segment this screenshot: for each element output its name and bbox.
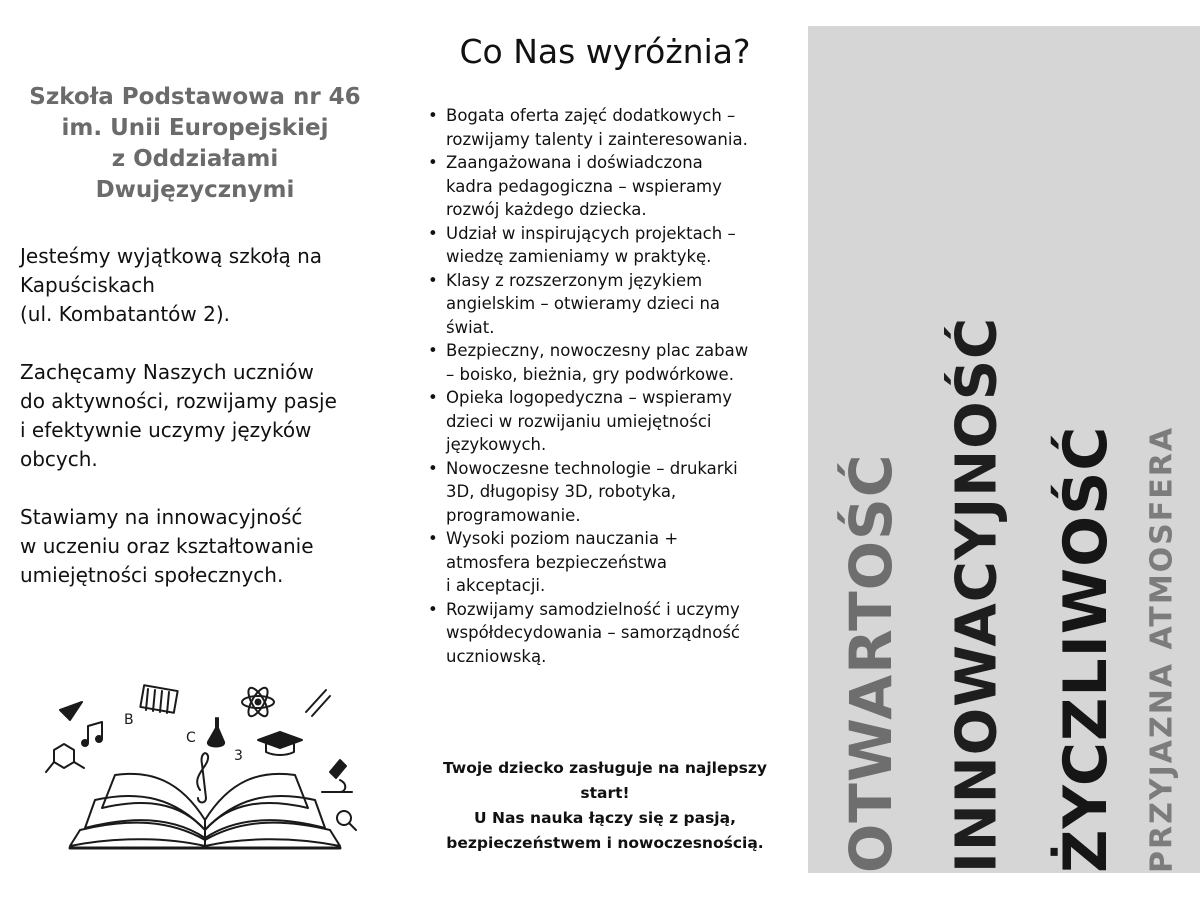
- open-book-illustration: [40, 680, 370, 860]
- list-item: [428, 151, 800, 222]
- value-word-innovation: INNOWACYJNOŚĆ: [944, 316, 1010, 873]
- intro-line: (ul. Kombatantów 2).: [20, 302, 230, 326]
- letter-b-icon: B: [124, 712, 134, 728]
- intro-paragraph-innovation: [20, 503, 395, 590]
- intro-line: w uczeniu oraz kształtowanie: [20, 534, 314, 558]
- list-item-line: świat.: [446, 317, 495, 337]
- intro-line: i efektywnie uczymy języków: [20, 418, 312, 442]
- list-item-line: • Bezpieczny, nowoczesny plac zabaw: [446, 341, 749, 360]
- molecule-icon: [46, 744, 84, 772]
- list-item-line: • Udział w inspirujących projektach –: [446, 223, 736, 243]
- value-word-kindness: ŻYCZLIWOŚĆ: [1051, 425, 1121, 873]
- list-item-line: • Zaangażowana i doświadczona: [446, 153, 703, 172]
- microscope-icon: [322, 760, 352, 792]
- intro-line: Stawiamy na innowacyjność: [20, 505, 303, 529]
- school-name-line: im. Unii Europejskiej: [61, 115, 329, 141]
- list-item-line: uczniowską.: [446, 646, 547, 666]
- middle-column: [410, 0, 800, 900]
- intro-line: Zachęcamy Naszych uczniów: [20, 360, 314, 384]
- intro-paragraph-activity: [20, 358, 395, 474]
- list-item-line: • Rozwijamy samodzielność i uczymy: [446, 599, 740, 619]
- list-item-line: współdecydowania – samorządność: [446, 623, 741, 642]
- intro-line: obcych.: [20, 447, 98, 471]
- list-item-line: angielskim – otwieramy dzieci na: [446, 294, 721, 313]
- closing-line: bezpieczeństwem i nowoczesnością.: [446, 834, 764, 852]
- school-name-line: Szkoła Podstawowa nr 46: [29, 84, 361, 110]
- intro-line: umiejętności społecznych.: [20, 563, 284, 587]
- closing-line: start!: [580, 784, 630, 802]
- school-name-line: z Oddziałami: [111, 146, 279, 172]
- closing-line: Twoje dziecko zasługuje na najlepszy: [443, 759, 767, 777]
- values-panel: [808, 26, 1200, 873]
- list-item: [428, 339, 800, 386]
- left-column: [0, 0, 400, 900]
- treble-clef-icon: [197, 753, 208, 802]
- list-item: [428, 222, 800, 269]
- closing-statement: [410, 756, 800, 856]
- atom-icon: [242, 685, 274, 719]
- flask-icon: [208, 718, 224, 747]
- list-item-line: • Bogata oferta zajęć dodatkowych –: [446, 106, 736, 125]
- list-item-line: rozwój każdego dziecka.: [446, 200, 647, 219]
- intro-paragraph-location: [20, 242, 395, 329]
- paper-plane-icon: [60, 702, 82, 720]
- school-name-line: Dwujęzycznymi: [95, 177, 295, 203]
- list-item: [428, 386, 800, 457]
- value-word-openness: OTWARTOŚĆ: [837, 453, 905, 873]
- list-item: [428, 269, 800, 340]
- list-item-line: i akceptacji.: [446, 576, 546, 595]
- piano-keys-icon: [140, 685, 177, 713]
- list-item: [428, 104, 800, 151]
- list-item-line: • Klasy z rozszerzonym językiem: [446, 270, 703, 290]
- list-item-line: • Opieka logopedyczna – wspieramy: [446, 388, 733, 407]
- list-item-line: rozwijamy talenty i zainteresowania.: [446, 129, 748, 149]
- intro-line: Kapuściskach: [20, 273, 155, 297]
- intro-line: do aktywności, rozwijamy pasje: [20, 389, 337, 413]
- section-title: Co Nas wyróżnia?: [459, 32, 751, 71]
- list-item: [428, 457, 800, 528]
- magnifier-icon: [337, 811, 356, 830]
- list-item-line: językowych.: [446, 435, 547, 454]
- list-item-line: • Wysoki poziom nauczania +: [446, 529, 679, 548]
- music-note-icon: [82, 722, 102, 746]
- list-item-line: kadra pedagogiczna – wspieramy: [446, 176, 722, 196]
- list-item-line: 3D, długopisy 3D, robotyka,: [446, 482, 677, 501]
- list-item: [428, 527, 800, 598]
- intro-line: Jesteśmy wyjątkową szkołą na: [20, 244, 323, 268]
- school-name: [10, 82, 380, 206]
- letter-c-icon: C: [186, 730, 196, 746]
- features-list: [428, 104, 800, 668]
- list-item-line: programowanie.: [446, 505, 581, 525]
- closing-line: U Nas nauka łączy się z pasją,: [474, 809, 736, 827]
- list-item-line: dzieci w rozwijaniu umiejętności: [446, 411, 712, 431]
- number-3-icon: 3: [234, 748, 243, 764]
- value-word-friendly-atmosphere: PRZYJAZNA ATMOSFERA: [1144, 425, 1180, 873]
- intro-text: [20, 242, 395, 619]
- list-item: [428, 598, 800, 669]
- graduation-cap-icon: [258, 732, 302, 755]
- list-item-line: wiedzę zamieniamy w praktykę.: [446, 247, 712, 266]
- pencil-icon: [306, 690, 330, 716]
- list-item-line: – boisko, bieżnia, gry podwórkowe.: [446, 364, 734, 384]
- list-item-line: • Nowoczesne technologie – drukarki: [446, 458, 738, 478]
- list-item-line: atmosfera bezpieczeństwa: [446, 552, 667, 572]
